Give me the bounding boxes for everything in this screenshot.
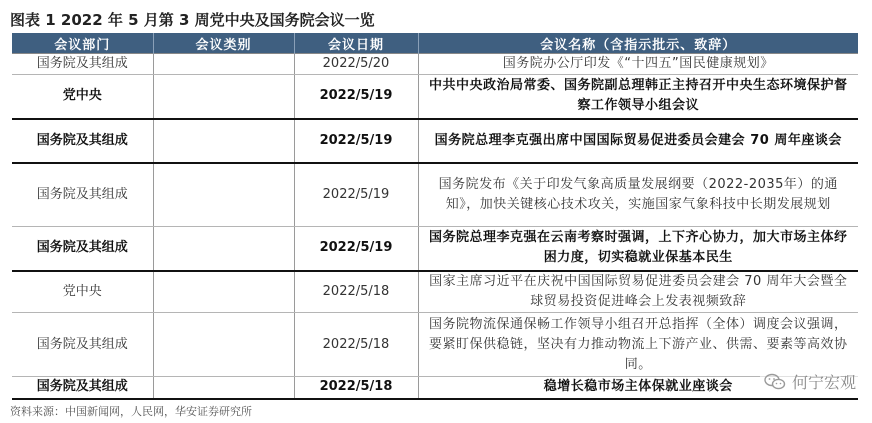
cell-category xyxy=(153,54,294,75)
cell-dept: 国务院及其组成 xyxy=(12,227,153,271)
header-date: 会议日期 xyxy=(294,33,418,54)
cell-dept: 国务院及其组成 xyxy=(12,377,153,399)
cell-category xyxy=(153,377,294,399)
table-row xyxy=(12,54,858,75)
cell-category xyxy=(153,119,294,163)
cell-date: 2022/5/18 xyxy=(294,313,418,377)
cell-category xyxy=(153,163,294,227)
meeting-table xyxy=(12,33,858,400)
table-row xyxy=(12,377,858,399)
cell-name: 国务院办公厅印发《“十四五”国民健康规划》 xyxy=(418,54,858,75)
header-dept: 会议部门 xyxy=(12,33,153,54)
cell-date: 2022/5/20 xyxy=(294,54,418,75)
cell-dept: 党中央 xyxy=(12,75,153,119)
watermark xyxy=(760,368,860,395)
table-row xyxy=(12,313,858,377)
table-header-row xyxy=(12,33,858,54)
cell-dept: 国务院及其组成 xyxy=(12,54,153,75)
source-note: 资料来源：中国新闻网，人民网，华安证券研究所 xyxy=(10,405,252,418)
cell-date: 2022/5/18 xyxy=(294,377,418,399)
table-row xyxy=(12,227,858,271)
figure-title: 图表 1 2022 年 5 月第 3 周党中央及国务院会议一览 xyxy=(10,11,375,29)
cell-category xyxy=(153,271,294,313)
cell-category xyxy=(153,227,294,271)
header-category: 会议类别 xyxy=(153,33,294,54)
watermark-text: 何宁宏观 xyxy=(791,373,856,392)
wechat-icon xyxy=(764,373,786,391)
cell-category xyxy=(153,75,294,119)
table-row xyxy=(12,271,858,313)
cell-date: 2022/5/19 xyxy=(294,119,418,163)
table-row xyxy=(12,163,858,227)
cell-dept: 国务院及其组成 xyxy=(12,163,153,227)
cell-dept: 国务院及其组成 xyxy=(12,313,153,377)
header-name: 会议名称（含指示批示、致辞） xyxy=(418,33,858,54)
cell-name: 国家主席习近平在庆祝中国国际贸易促进委员会建会 70 周年大会暨全球贸易投资促进峰会上发表视频致辞 xyxy=(418,271,858,313)
cell-dept: 党中央 xyxy=(12,271,153,313)
cell-name: 稳增长稳市场主体保就业座谈会 xyxy=(418,377,858,399)
table-row xyxy=(12,75,858,119)
cell-name: 中共中央政治局常委、国务院副总理韩正主持召开中央生态环境保护督察工作领导小组会议 xyxy=(418,75,858,119)
cell-date: 2022/5/19 xyxy=(294,163,418,227)
cell-dept: 国务院及其组成 xyxy=(12,119,153,163)
cell-date: 2022/5/19 xyxy=(294,75,418,119)
table-row xyxy=(12,119,858,163)
cell-date: 2022/5/19 xyxy=(294,227,418,271)
cell-category xyxy=(153,313,294,377)
cell-date: 2022/5/18 xyxy=(294,271,418,313)
cell-name: 国务院物流保通保畅工作领导小组召开总指挥（全体）调度会议强调，要紧盯保供稳链，坚决有力推动物流上下游产业、供需、要素等高效协同。 xyxy=(418,313,858,377)
cell-name: 国务院总理李克强出席中国国际贸易促进委员会建会 70 周年座谈会 xyxy=(418,119,858,163)
cell-name: 国务院发布《关于印发气象高质量发展纲要（2022-2035年）的通知》，加快关键核心技术攻关，实施国家气象科技中长期发展规划 xyxy=(418,163,858,227)
cell-name: 国务院总理李克强在云南考察时强调，上下齐心协力，加大市场主体纾困力度，切实稳就业保基本民生 xyxy=(418,227,858,271)
